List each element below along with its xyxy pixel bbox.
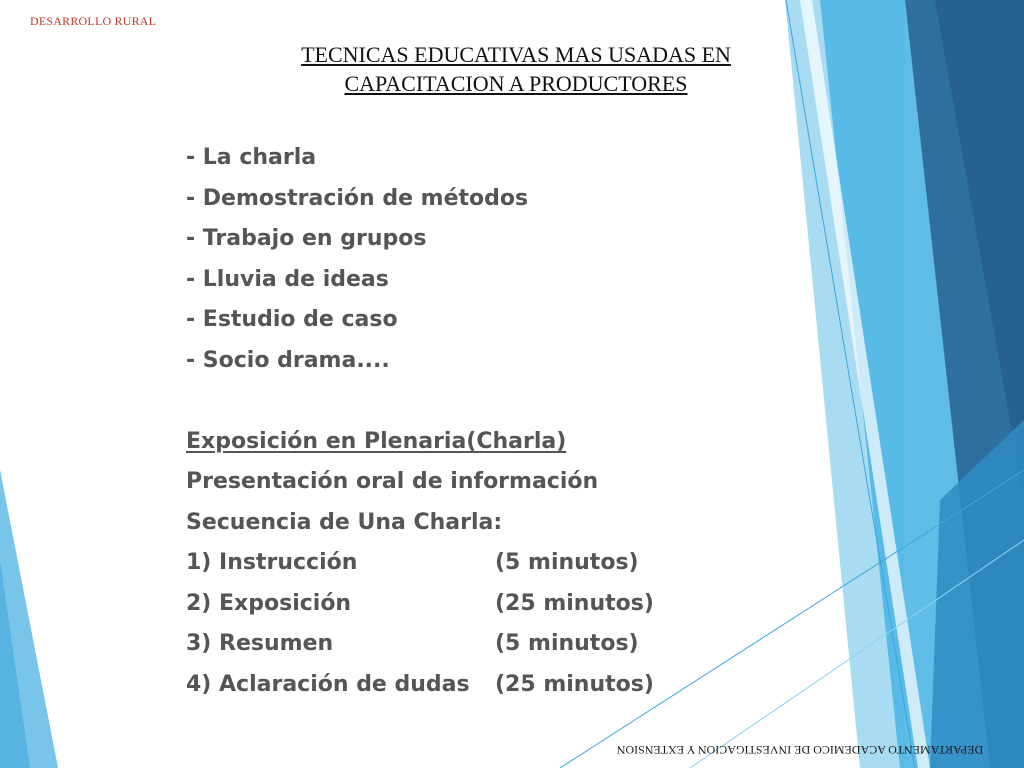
slide-title-line1: TECNICAS EDUCATIVAS MAS USADAS EN bbox=[301, 42, 731, 67]
technique-item: - Estudio de caso bbox=[186, 307, 398, 332]
section-heading: Exposición en Plenaria(Charla) bbox=[186, 428, 567, 454]
slide-title-line2: CAPACITACION A PRODUCTORES bbox=[344, 71, 688, 96]
technique-item: - Demostración de métodos bbox=[186, 185, 529, 211]
sequence-step bbox=[186, 624, 786, 665]
step-duration: (25 minutos) bbox=[495, 590, 654, 616]
sequence-step bbox=[186, 665, 786, 706]
slide-title bbox=[250, 40, 782, 98]
footer-label-upside-down: DEPARTAMENTO ACADEMICO DE INVESTIGACION Y EXTENSION bbox=[616, 743, 984, 757]
step-name: 2) Exposición bbox=[186, 590, 352, 616]
sequence-label: Secuencia de Una Charla: bbox=[186, 509, 503, 535]
sequence-step bbox=[186, 543, 786, 584]
header-label: DESARROLLO RURAL bbox=[30, 14, 157, 28]
step-name: 3) Resumen bbox=[186, 631, 334, 656]
step-name: 4) Aclaración de dudas bbox=[186, 671, 470, 697]
step-duration: (5 minutos) bbox=[495, 631, 639, 656]
sequence-step bbox=[186, 584, 786, 625]
section-description: Presentación oral de información bbox=[186, 469, 599, 494]
technique-item: - Trabajo en grupos bbox=[186, 226, 427, 251]
technique-item: - Socio drama.... bbox=[186, 347, 390, 373]
step-duration: (25 minutos) bbox=[495, 671, 654, 697]
step-duration: (5 minutos) bbox=[495, 550, 639, 575]
slide-body bbox=[186, 138, 786, 705]
technique-item: - Lluvia de ideas bbox=[186, 266, 389, 292]
step-name: 1) Instrucción bbox=[186, 550, 358, 575]
spacer bbox=[186, 381, 786, 422]
technique-item: - La charla bbox=[186, 145, 317, 170]
